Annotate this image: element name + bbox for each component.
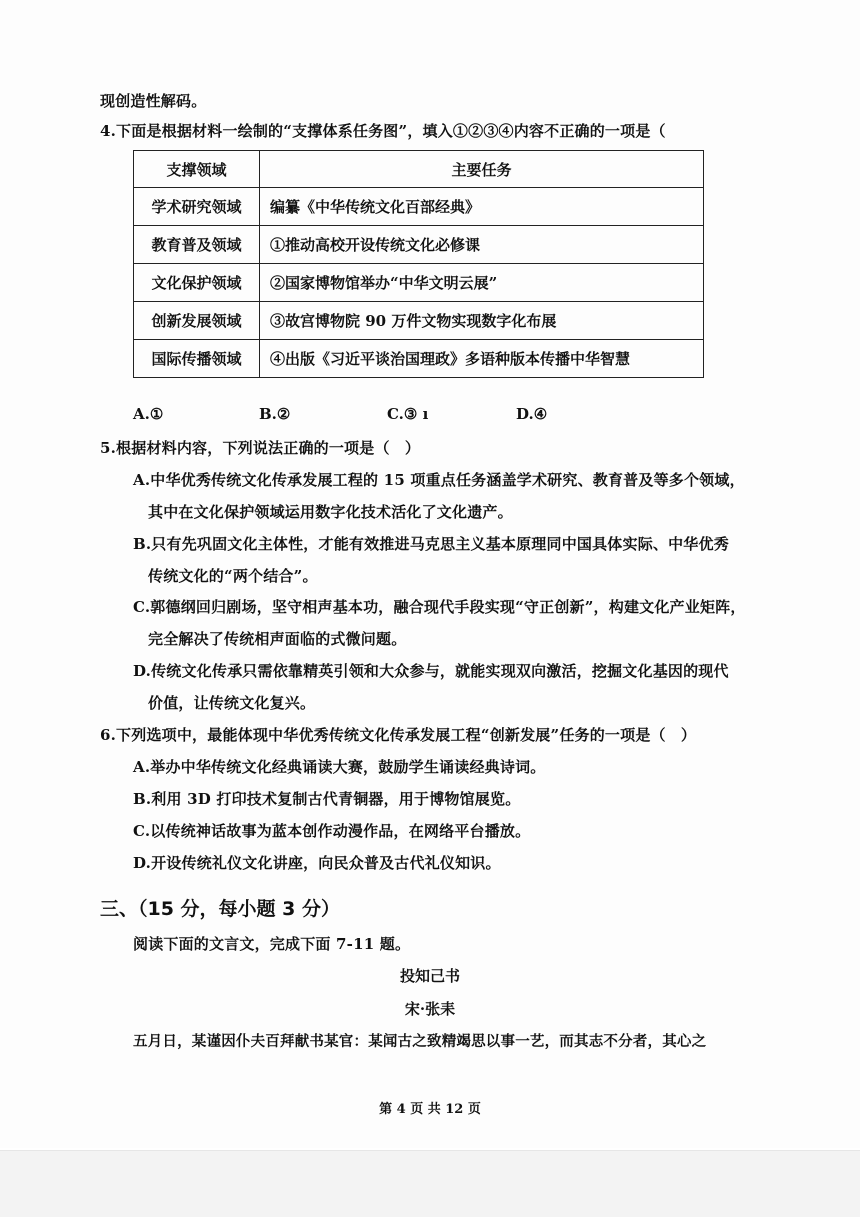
- q5-option-a-line1: A.中华优秀传统文化传承发展工程的 15 项重点任务涵盖学术研究、教育普及等多个领域，: [133, 471, 745, 489]
- q6-option-c: C.以传统神话故事为蓝本创作动漫作品，在网络平台播放。: [133, 822, 531, 840]
- table-cell-task: 编纂《中华传统文化百部经典》: [260, 188, 704, 226]
- passage-first-line: 五月日，某谨因仆夫百拜献书某官：某闻古之致精竭思以事一艺，而其志不分者，其心之: [133, 1033, 707, 1050]
- table-cell-domain: 文化保护领域: [134, 264, 260, 302]
- viewer-bottom-band: [0, 1150, 860, 1217]
- q5-option-c-line2: 完全解决了传统相声面临的式微问题。: [148, 630, 407, 648]
- table-row: [134, 302, 704, 340]
- q5-option-d-line2: 价值，让传统文化复兴。: [148, 694, 316, 712]
- passage-title: 投知己书: [399, 967, 460, 985]
- q5-option-d-line1: D.传统文化传承只需依靠精英引领和大众参与，就能实现双向激活，挖掘文化基因的现代: [133, 662, 729, 680]
- question-6-stem: 6.下列选项中，最能体现中华优秀传统文化传承发展工程“创新发展”任务的一项是（ ）: [100, 726, 697, 744]
- table-cell-task: ③故宫博物院 90 万件文物实现数字化布展: [260, 302, 704, 340]
- q5-option-a-line2: 其中在文化保护领域运用数字化技术活化了文化遗产。: [148, 503, 513, 521]
- q5-option-b-line1: B.只有先巩固文化主体性，才能有效推进马克思主义基本原理同中国具体实际、中华优秀: [133, 535, 729, 553]
- section-3-title: 三、（15 分，每小题 3 分）: [100, 898, 341, 920]
- continuation-line: 现创造性解码。: [100, 92, 207, 110]
- q4-option-a: A.①: [133, 405, 164, 423]
- passage-author: 宋·张耒: [404, 1000, 456, 1018]
- page-number: 第 4 页 共 12 页: [379, 1102, 481, 1117]
- table-row: [134, 264, 704, 302]
- question-4-stem: 4.下面是根据材料一绘制的“支撑体系任务图”，填入①②③④内容不正确的一项是（: [100, 122, 666, 140]
- q4-option-d: D.④: [516, 405, 548, 423]
- q6-option-d: D.开设传统礼仪文化讲座，向民众普及古代礼仪知识。: [133, 854, 501, 872]
- table-header-row: [134, 151, 704, 188]
- table-header-task: 主要任务: [260, 151, 704, 188]
- q6-option-a: A.举办中华传统文化经典诵读大赛，鼓励学生诵读经典诗词。: [133, 758, 546, 776]
- table-cell-task: ①推动高校开设传统文化必修课: [260, 226, 704, 264]
- q5-option-c-line1: C.郭德纲回归剧场，坚守相声基本功，融合现代手段实现“守正创新”，构建文化产业矩阵，: [133, 598, 746, 616]
- question-5-stem: 5.根据材料内容，下列说法正确的一项是（ ）: [100, 439, 421, 457]
- q4-option-b: B.②: [259, 405, 291, 423]
- q5-option-b-line2: 传统文化的“两个结合”。: [148, 567, 318, 585]
- q6-option-b: B.利用 3D 打印技术复制古代青铜器，用于博物馆展览。: [133, 790, 521, 808]
- table-header-domain: 支撑领域: [134, 151, 260, 188]
- table-cell-domain: 学术研究领域: [134, 188, 260, 226]
- support-system-table: [133, 150, 704, 378]
- table-row: [134, 226, 704, 264]
- table-cell-domain: 创新发展领域: [134, 302, 260, 340]
- table-row: [134, 188, 704, 226]
- table-cell-domain: 教育普及领域: [134, 226, 260, 264]
- section-3-intro: 阅读下面的文言文，完成下面 7-11 题。: [133, 935, 411, 953]
- table-cell-task: ②国家博物馆举办“中华文明云展”: [260, 264, 704, 302]
- table-cell-domain: 国际传播领域: [134, 340, 260, 378]
- table-cell-task: ④出版《习近平谈治国理政》多语种版本传播中华智慧: [260, 340, 704, 378]
- table-row: [134, 340, 704, 378]
- q4-option-c: C.③ ı: [387, 405, 429, 423]
